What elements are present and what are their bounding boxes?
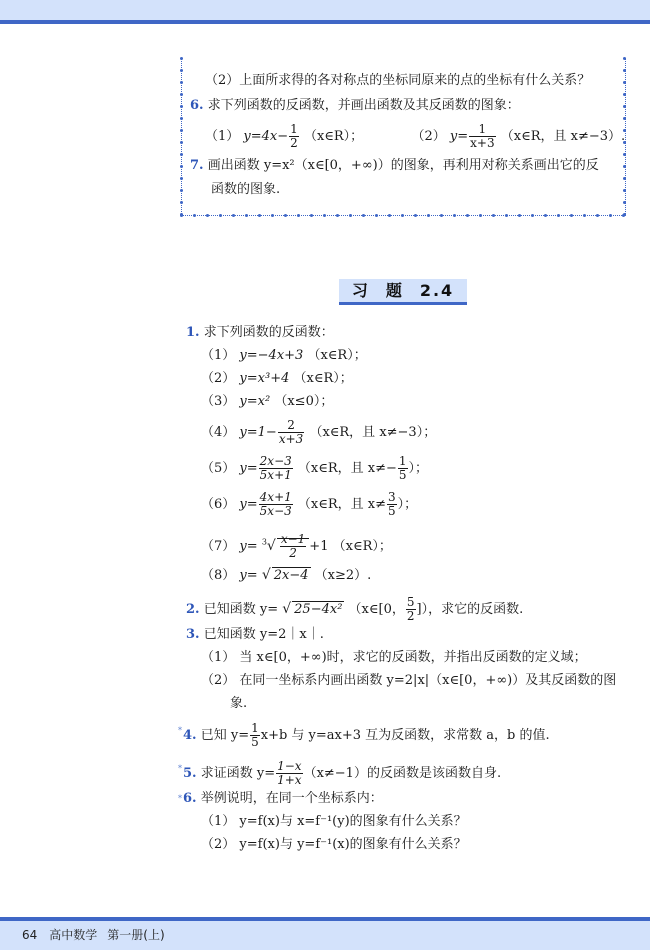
header-rule — [0, 20, 650, 24]
part-text: y=f(x)与 y=f⁻¹(x)的图象有什么关系？ — [239, 837, 467, 852]
part-label: （6） — [201, 497, 236, 512]
numerator: 1 — [469, 123, 495, 137]
math-expression: y= — [449, 129, 469, 144]
problem-1-part-1 — [201, 347, 367, 365]
optional-star-icon: * — [178, 794, 182, 803]
denominator: 5x−3 — [259, 504, 292, 518]
fraction — [289, 123, 299, 150]
numerator: 4x+1 — [259, 490, 292, 504]
domain: （x∈R，且 x≠−3）. — [500, 129, 626, 144]
problem-text: 求下列函数的反函数： — [203, 325, 334, 340]
part-label: （5） — [201, 461, 236, 476]
root-index: 3 — [261, 537, 267, 547]
problem-number: 4. — [183, 728, 197, 743]
domain: （x∈[0， — [348, 602, 405, 617]
part-label: （2） — [201, 371, 236, 386]
volume-label: 第一册(上) — [107, 928, 165, 942]
section-title — [339, 279, 467, 305]
math-expression: y= — [239, 568, 258, 583]
problem-6-part-1 — [201, 813, 467, 831]
part-label: （3） — [201, 394, 236, 409]
numerator: x−1 — [280, 532, 306, 546]
math-expression: +1 — [309, 539, 329, 554]
numerator: 2x−3 — [259, 454, 292, 468]
problem-3 — [186, 626, 324, 644]
header-band — [0, 0, 650, 20]
domain: （x∈R，且 x≠− — [297, 461, 397, 476]
problem-3-part-1 — [201, 649, 587, 667]
fraction — [469, 123, 495, 150]
denominator: 5 — [251, 735, 259, 749]
problem-6 — [178, 790, 383, 808]
part-text: 在同一坐标系内画出函数 y=2|x|（x∈[0，+∞)）及其反函数的图 — [239, 673, 617, 688]
optional-star-icon: * — [178, 726, 182, 735]
denominator: 2 — [290, 136, 298, 150]
math-expression: y=−4x+3 — [239, 348, 304, 363]
numerator: 1 — [398, 454, 407, 468]
problem-1-part-7 — [201, 533, 392, 560]
radical-icon: √ — [261, 567, 271, 583]
numerator: 1 — [290, 122, 298, 136]
fraction — [278, 419, 304, 446]
domain: （x≥2）. — [314, 568, 372, 583]
problem-text: 已知 y= — [200, 728, 250, 743]
math-expression: y= — [239, 539, 258, 554]
part-label: （1） — [201, 650, 236, 665]
part-label: （1） — [201, 814, 236, 829]
numerator: 3 — [388, 490, 396, 504]
numerator: 5 — [406, 595, 415, 609]
denominator: x+3 — [470, 136, 495, 150]
part-text: 象. — [230, 696, 248, 711]
problem-3-part-2-cont — [230, 695, 247, 713]
problem-text: 求证函数 y= — [200, 766, 276, 781]
math-expression: y= — [239, 497, 258, 512]
question-number: 7. — [190, 158, 204, 173]
part-label: （2） — [411, 129, 446, 144]
problem-1-part-4 — [201, 419, 436, 446]
book-title: 高中数学 — [49, 928, 98, 942]
problem-1 — [186, 324, 334, 342]
problem-2 — [186, 596, 523, 623]
page-number: 64 — [22, 928, 38, 942]
problem-4 — [178, 722, 550, 749]
numerator: 2 — [278, 419, 304, 433]
domain: （x≤0）； — [274, 394, 334, 409]
domain: ）； — [397, 497, 418, 512]
title-char: 习 — [351, 281, 370, 300]
optional-star-icon: * — [178, 764, 182, 773]
math-expression: y= — [239, 461, 258, 476]
fraction — [398, 455, 408, 482]
denominator: 5 — [388, 504, 396, 518]
domain: ）； — [408, 461, 429, 476]
part-label: （2） — [201, 673, 236, 688]
exercise-item-7 — [190, 157, 599, 175]
question-text: 函数的图象. — [211, 182, 281, 197]
radicand: 25−4x² — [294, 602, 343, 617]
denominator: 1+x — [277, 773, 302, 787]
problem-number: 5. — [183, 766, 197, 781]
denominator: 5x+1 — [259, 468, 292, 482]
fraction — [250, 722, 260, 749]
part-label: （4） — [201, 425, 236, 440]
denominator: 2 — [406, 609, 415, 623]
title-char: 题 — [385, 281, 404, 300]
radical-icon: √ — [282, 601, 292, 617]
domain: （x∈R）； — [293, 371, 353, 386]
fraction — [259, 455, 293, 482]
part-text: y=f(x)与 x=f⁻¹(y)的图象有什么关系？ — [239, 814, 467, 829]
domain: （x∈R，且 x≠−3）； — [309, 425, 437, 440]
section-number: 2.4 — [419, 281, 455, 300]
problem-1-part-8 — [201, 566, 371, 585]
exercise-text: （2）上面所求得的各对称点的坐标同原来的点的坐标有什么关系？ — [205, 73, 591, 88]
numerator: 1 — [251, 721, 259, 735]
problem-text: 举例说明，在同一个坐标系内： — [200, 791, 383, 806]
problem-number: 3. — [186, 627, 200, 642]
question-number: 6. — [190, 98, 204, 113]
denominator: x+3 — [278, 432, 304, 446]
problem-3-part-2 — [201, 672, 616, 690]
problem-1-part-2 — [201, 370, 353, 388]
part-text: 当 x∈[0，+∞)时，求它的反函数，并指出反函数的定义域； — [239, 650, 587, 665]
fraction — [280, 533, 306, 560]
question-text: 画出函数 y=x²（x∈[0，+∞)）的图象，再利用对称关系画出它的反 — [207, 158, 599, 173]
radical-icon: √ — [266, 538, 276, 554]
problem-5 — [178, 760, 501, 787]
domain: （x∈R）； — [303, 129, 364, 144]
domain: （x∈R）； — [307, 348, 367, 363]
problem-text: 已知函数 y=2｜x｜. — [203, 627, 324, 642]
footer — [22, 926, 165, 943]
radicand: 2x−4 — [273, 568, 309, 583]
fraction — [259, 491, 293, 518]
math-expression: y=x³+4 — [239, 371, 290, 386]
problem-number: 2. — [186, 602, 200, 617]
math-expression: y=4x− — [243, 129, 289, 144]
math-expression: y=1− — [239, 425, 277, 440]
fraction — [276, 760, 302, 787]
fraction — [406, 596, 416, 623]
problem-text: ]），求它的反函数. — [416, 602, 524, 617]
denominator: 5 — [398, 468, 407, 482]
problem-1-part-5 — [201, 455, 428, 482]
exercise-item-7-line2 — [211, 181, 280, 199]
question-text: 求下列函数的反函数，并画出函数及其反函数的图象： — [207, 98, 520, 113]
problem-text: 已知函数 y= — [203, 602, 279, 617]
problem-1-part-6 — [201, 491, 417, 518]
numerator: 1−x — [277, 759, 302, 773]
fraction — [387, 491, 397, 518]
math-expression: y=x² — [239, 394, 271, 409]
domain: （x∈R，且 x≠ — [297, 497, 387, 512]
part-label: （1） — [205, 129, 240, 144]
problem-text: x+b 与 y=ax+3 互为反函数，求常数 a，b 的值. — [260, 728, 550, 743]
exercise-item-6-parts — [205, 123, 625, 150]
exercise-item-6 — [190, 97, 520, 115]
part-label: （2） — [201, 837, 236, 852]
part-label: （8） — [201, 568, 236, 583]
problem-6-part-2 — [201, 836, 467, 854]
denominator: 2 — [289, 546, 297, 560]
problem-1-part-3 — [201, 393, 333, 411]
domain: （x∈R）； — [332, 539, 392, 554]
problem-number: 6. — [183, 791, 197, 806]
part-label: （7） — [201, 539, 236, 554]
problem-number: 1. — [186, 325, 200, 340]
exercise-item-p2 — [205, 72, 590, 90]
part-label: （1） — [201, 348, 236, 363]
problem-text: （x≠−1）的反函数是该函数自身. — [303, 766, 502, 781]
